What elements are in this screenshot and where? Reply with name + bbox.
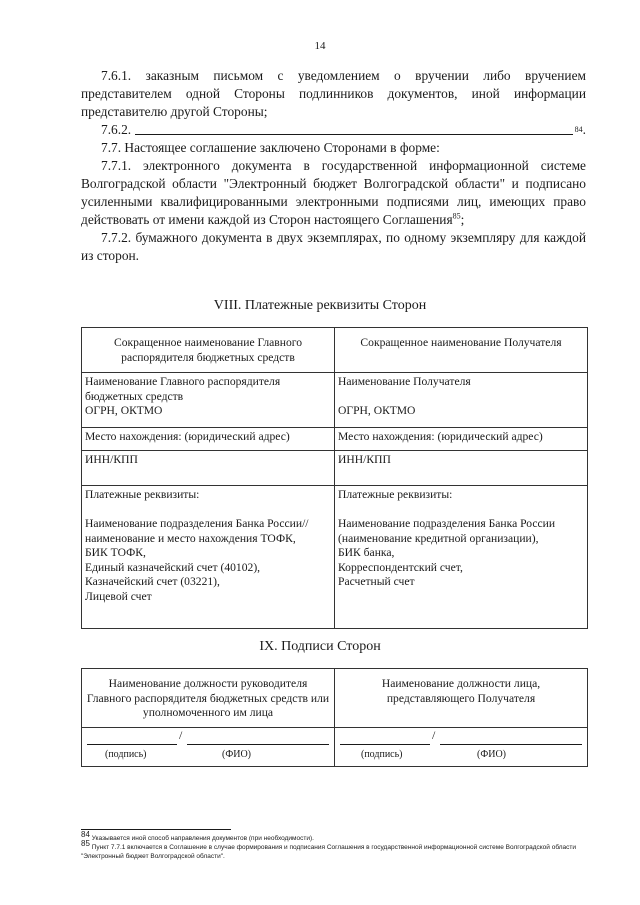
recipient-payment-cell [335,486,588,629]
grantor-short-name-header: Сокращенное наименование Главного распорядителя бюджетных средств [82,328,335,373]
recipient-bik-line: БИК банка, [338,546,395,559]
table-header-row [82,669,588,728]
clause-7-7: 7.7. Настоящее соглашение заключено Сторонами в форме: [101,140,440,155]
grantor-address-cell: Место нахождения: (юридический адрес) [82,428,335,451]
grantor-single-account-line: Единый казначейский счет (40102), [85,560,261,574]
clause-7-6-2-label: 7.6.2. [101,122,132,137]
recipient-settlement-account-line: Расчетный счет [338,575,415,588]
footnote-text: Пункт 7.7.1 включается в Соглашение в случае формирования и подписания Соглашения в государственной информационной системе Волгоградской области "Электронный бюджет Волгоградской области". [81,844,577,860]
footnote-text: Указывается иной способ направления документов (при необходимости). [89,835,314,842]
page-number: 14 [314,40,326,52]
separator-slash: / [179,728,183,742]
grantor-payment-cell [82,486,335,629]
footnote-number: 84 [81,829,90,839]
table-row [82,728,588,767]
footnote-ref-85: 85 [452,211,461,221]
signature-caption: (подпись) [361,749,403,760]
name-line [440,744,582,745]
recipient-short-name-header: Сокращенное наименование Получателя [335,328,588,373]
table-row [82,428,588,451]
recipient-position-header: Наименование должности лица, представляющего Получателя [335,669,588,728]
grantor-inn-cell: ИНН/КПП [82,451,335,486]
clause-7-6-1: 7.6.1. заказным письмом с уведомлением о вручении либо вручением представителем одной Стороны подлинников документов, иной информации представителю другой Стороны; [81,68,586,119]
recipient-name-label: Наименование Получателя [338,375,471,388]
name-line [187,744,329,745]
separator-slash: / [432,728,436,742]
footnote-separator [81,829,231,830]
footnote-number: 85 [81,838,90,848]
recipient-payment-header: Платежные реквизиты: [338,488,453,501]
fill-in-line [135,133,573,135]
recipient-signature-cell [335,728,588,767]
name-caption: (ФИО) [222,749,252,760]
grantor-position-header: Наименование должности руководителя Главного распорядителя бюджетных средств или уполномоченного им лица [82,669,335,728]
grantor-ogrn-label: ОГРН, ОКТМО [85,404,163,417]
clause-7-7-1 [81,157,586,229]
grantor-bank-line: Наименование подразделения Банка России//наименование и место нахождения ТОФК, [85,517,309,545]
footnotes [81,829,591,861]
agreement-body [81,67,586,265]
recipient-corr-account-line: Корреспондентский счет, [338,560,463,574]
grantor-treasury-account-line: Казначейский счет (03221), [85,575,220,588]
grantor-signature-cell [82,728,335,767]
clause-7-7-2: 7.7.2. бумажного документа в двух экземплярах, по одному экземпляру для каждой из сторон. [81,230,586,263]
grantor-personal-account-line: Лицевой счет [85,589,152,603]
recipient-inn-cell: ИНН/КПП [335,451,588,486]
grantor-bik-line: БИК ТОФК, [85,546,146,559]
clause-7-7-1-text: 7.7.1. электронного документа в государственной информационной системе Волгоградской области "Электронный бюджет Волгоградской области" и подписано усиленными квалифицированными электронными подписями лиц, имеющих право действовать от имени каждой из Сторон настоящего Соглашения [81,158,586,227]
recipient-name-cell [335,373,588,428]
grantor-payment-header: Платежные реквизиты: [85,488,200,501]
grantor-name-cell [82,373,335,428]
signature-caption: (подпись) [105,749,147,760]
clause-7-7-1-end: ; [460,212,465,227]
table-header-row [82,328,588,373]
grantor-name-label: Наименование Главного распорядителя бюджетных средств [85,375,281,403]
signatures-table [81,668,588,767]
clause-7-6-2: 7.6.2. 84 . [101,122,586,137]
signature-line [87,744,177,745]
table-row [82,451,588,486]
section-9-title: IX. Подписи Сторон [259,639,381,654]
recipient-ogrn-label: ОГРН, ОКТМО [338,404,416,417]
footnote-84 [81,829,591,843]
recipient-address-cell: Место нахождения: (юридический адрес) [335,428,588,451]
recipient-bank-line: Наименование подразделения Банка России (наименование кредитной организации), [338,517,556,545]
payment-details-table [81,327,588,629]
section-8-title: VIII. Платежные реквизиты Сторон [213,298,427,313]
signature-line [340,744,430,745]
name-caption: (ФИО) [477,749,507,760]
table-row [82,373,588,428]
table-row [82,486,588,629]
footnote-ref-84: 84 [574,125,583,134]
